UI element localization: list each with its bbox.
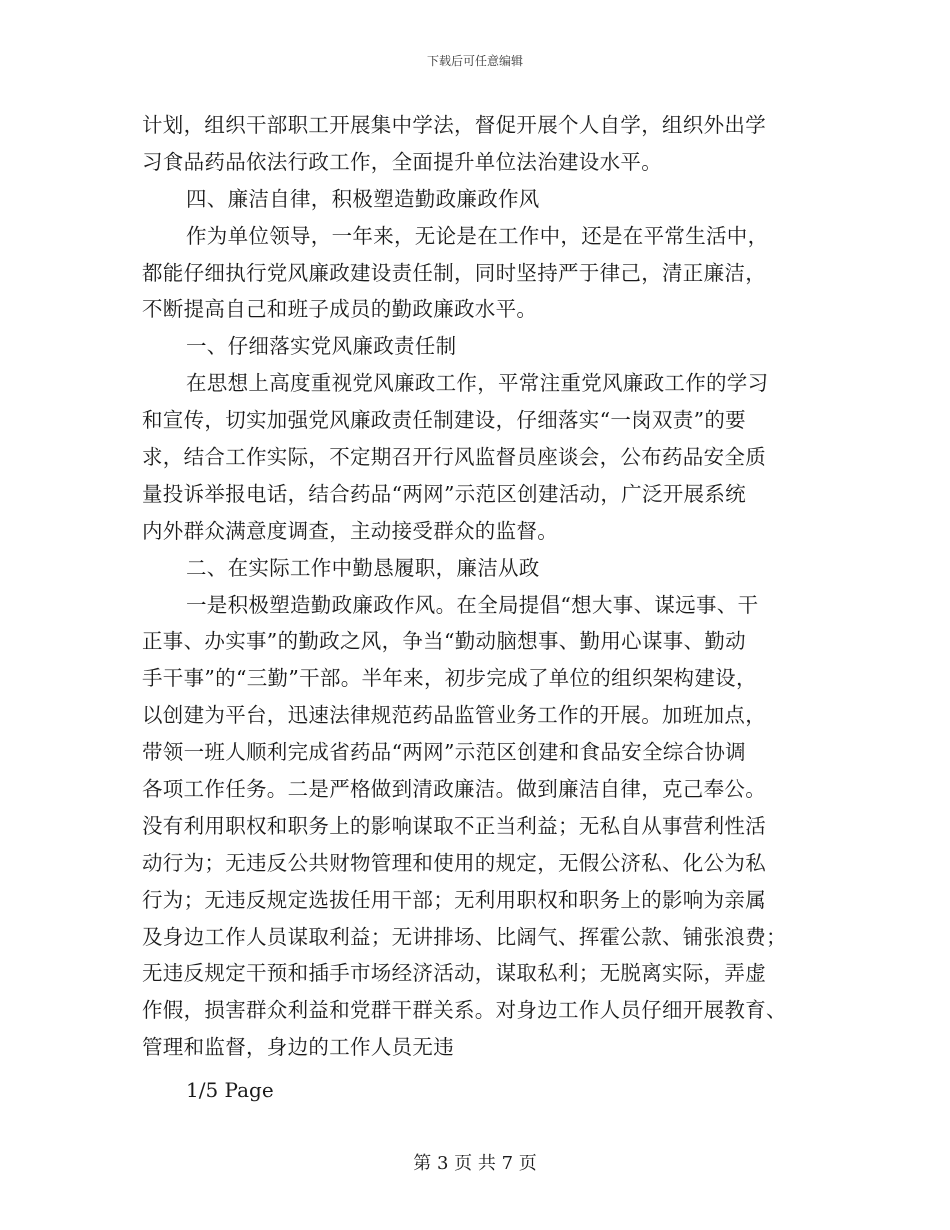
text-line: 无违反规定干预和插手市场经济活动，谋取私利；无脱离实际，弄虚 [142,961,766,986]
text-line: 量投诉举报电话，结合药品“两网”示范区创建活动，广泛开展系统 [142,481,746,506]
text-line: 以创建为平台，迅速法律规范药品监管业务工作的开展。加班加点， [142,703,766,728]
text-line: 作假，损害群众利益和党群干群关系。对身边工作人员仔细开展教育、 [142,998,787,1023]
text-line: 一是积极塑造勤政廉政作风。在全局提倡“想大事、谋远事、干 [186,592,759,617]
text-line: 没有利用职权和职务上的影响谋取不正当利益；无私自从事营利性活 [142,813,766,838]
text-line: 内外群众满意度调查，主动接受群众的监督。 [142,518,558,543]
text-line: 四、廉洁自律，积极塑造勤政廉政作风 [186,186,540,211]
text-line: 带领一班人顺利完成省药品“两网”示范区创建和食品安全综合协调 [142,740,746,765]
text-line: 求，结合工作实际，不定期召开行风监督员座谈会，公布药品安全质 [142,445,766,470]
document-body [142,107,812,1066]
text-line: 作为单位领导，一年来，无论是在工作中，还是在平常生活中， [186,223,769,248]
text-line: 在思想上高度重视党风廉政工作，平常注重党风廉政工作的学习 [186,371,769,396]
text-line: 手干事”的“三勤”干部。半年来，初步完成了单位的组织架构建设， [142,666,757,691]
page-header: 下载后可任意编辑 [426,54,523,68]
page-label: 1/5 Page [186,1078,274,1102]
text-line: 正事、办实事”的勤政之风，争当“勤动脑想事、勤用心谋事、勤动 [142,629,746,654]
text-line: 不断提高自己和班子成员的勤政廉政水平。 [142,297,538,322]
text-line: 习食品药品依法行政工作，全面提升单位法治建设水平。 [142,149,662,174]
text-line: 二、在实际工作中勤恳履职，廉洁从政 [186,555,540,580]
text-line: 都能仔细执行党风廉政建设责任制，同时坚持严于律己，清正廉洁， [142,260,766,285]
text-line: 行为；无违反规定选拔任用干部；无利用职权和职务上的影响为亲属 [142,887,766,912]
text-line: 和宣传，切实加强党风廉政责任制建设，仔细落实“一岗双责”的要 [142,408,746,433]
text-line: 及身边工作人员谋取利益；无讲排场、比阔气、挥霍公款、铺张浪费； [142,924,787,949]
text-line: 管理和监督，身边的工作人员无违 [142,1035,454,1060]
page-footer: 第 3 页 共 7 页 [413,1153,537,1174]
text-line: 计划，组织干部职工开展集中学法，督促开展个人自学，组织外出学 [142,113,766,137]
text-line: 动行为；无违反公共财物管理和使用的规定，无假公济私、化公为私 [142,850,766,875]
text-line: 各项工作任务。二是严格做到清政廉洁。做到廉洁自律，克己奉公。 [142,777,766,802]
text-line: 一、仔细落实党风廉政责任制 [186,334,457,359]
